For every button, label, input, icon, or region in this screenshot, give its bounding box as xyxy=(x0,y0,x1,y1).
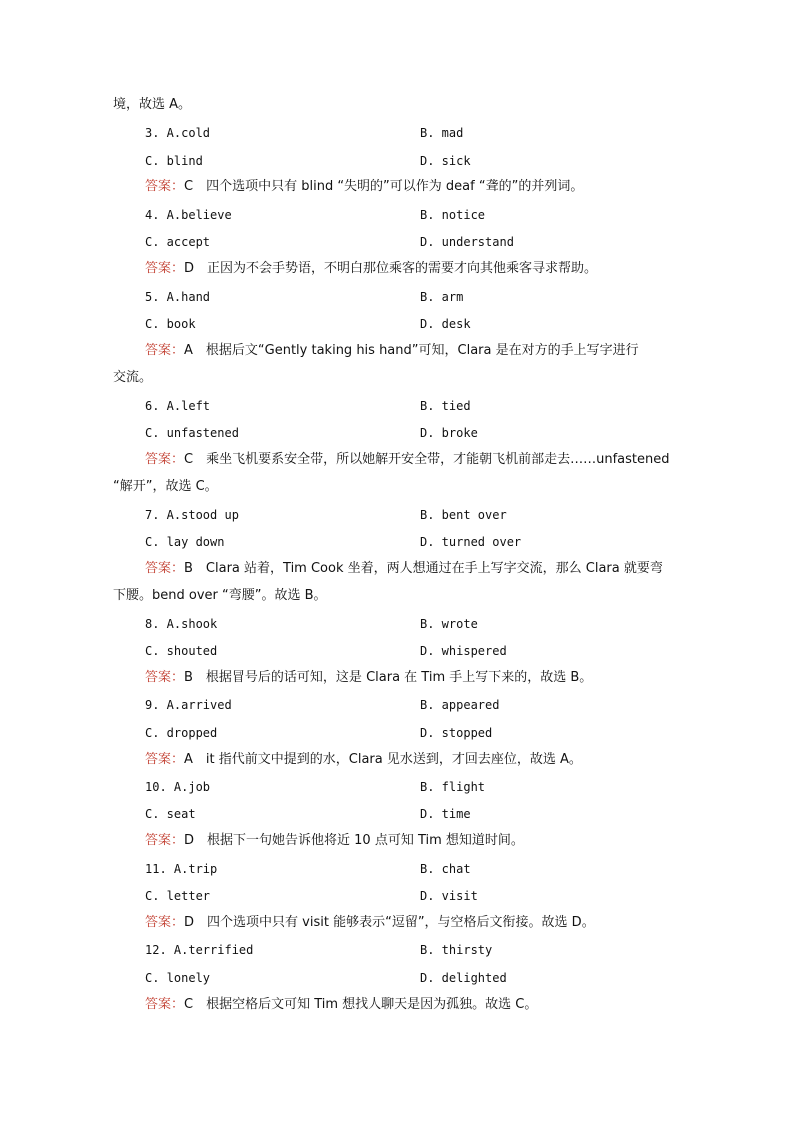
option-b: B. bent over xyxy=(420,508,507,522)
option-a: 4. A.believe xyxy=(145,208,232,222)
option-c: C. lonely xyxy=(145,971,211,985)
answer-text: C 乘坐飞机要系安全带，所以她解开安全带，才能朝飞机前部走去……unfastened xyxy=(184,452,670,467)
option-d: D. broke xyxy=(420,426,478,440)
answer-text: B 根据冒号后的话可知，这是 Clara 在 Tim 手上写下来的，故选 B。 xyxy=(184,670,593,685)
answer-line xyxy=(145,914,595,932)
option-a: 5. A.hand xyxy=(145,290,211,304)
answer-continuation: “解开”，故选 C。 xyxy=(113,479,218,494)
answer-label: 答案： xyxy=(145,452,185,467)
answer-label: 答案： xyxy=(145,997,185,1012)
option-c: C. shouted xyxy=(145,644,218,658)
option-d: D. stopped xyxy=(420,726,493,740)
answer-line xyxy=(145,996,537,1014)
option-d: D. whispered xyxy=(420,644,507,658)
answer-line xyxy=(145,669,592,687)
option-c: C. book xyxy=(145,317,196,331)
option-a: 12. A.terrified xyxy=(145,943,254,957)
answer-text: A it 指代前文中提到的水，Clara 见水送到，才回去座位，故选 A。 xyxy=(184,752,582,767)
option-c: C. accept xyxy=(145,235,211,249)
option-b: B. flight xyxy=(420,780,486,794)
option-b: B. thirsty xyxy=(420,943,493,957)
option-a: 6. A.left xyxy=(145,399,211,413)
option-b: B. arm xyxy=(420,290,464,304)
option-d: D. time xyxy=(420,807,471,821)
answer-line xyxy=(145,178,583,196)
answer-line xyxy=(145,751,582,769)
answer-label: 答案： xyxy=(145,343,185,358)
option-c: C. seat xyxy=(145,807,196,821)
answer-text: D 根据下一句她告诉他将近 10 点可知 Tim 想知道时间。 xyxy=(184,833,524,848)
option-c: C. lay down xyxy=(145,535,225,549)
answer-continuation: 下腰。bend over “弯腰”。故选 B。 xyxy=(113,588,327,603)
option-c: C. blind xyxy=(145,154,203,168)
answer-text: B Clara 站着，Tim Cook 坐着，两人想通过在手上写字交流，那么 Clara 就要弯 xyxy=(184,561,663,576)
option-b: B. chat xyxy=(420,862,471,876)
option-a: 10. A.job xyxy=(145,780,211,794)
answer-text: A 根据后文“Gently taking his hand”可知，Clara 是在对方的手上写字进行 xyxy=(184,343,639,358)
option-a: 7. A.stood up xyxy=(145,508,239,522)
answer-label: 答案： xyxy=(145,752,185,767)
answer-text: C 根据空格后文可知 Tim 想找人聊天是因为孤独。故选 C。 xyxy=(184,997,538,1012)
answer-label: 答案： xyxy=(145,670,185,685)
option-d: D. delighted xyxy=(420,971,507,985)
option-b: B. tied xyxy=(420,399,471,413)
answer-label: 答案： xyxy=(145,915,185,930)
option-d: D. sick xyxy=(420,154,471,168)
option-d: D. turned over xyxy=(420,535,522,549)
answer-line xyxy=(145,260,597,278)
option-b: B. mad xyxy=(420,126,464,140)
answer-line xyxy=(145,560,663,578)
answer-continuation: 交流。 xyxy=(113,370,153,385)
answer-label: 答案： xyxy=(145,833,185,848)
answer-line xyxy=(145,451,669,469)
answer-label: 答案： xyxy=(145,179,185,194)
answer-line xyxy=(145,832,524,850)
answer-line xyxy=(145,342,639,360)
option-b: B. appeared xyxy=(420,698,500,712)
option-c: C. dropped xyxy=(145,726,218,740)
option-a: 3. A.cold xyxy=(145,126,211,140)
intro-line: 境，故选 A。 xyxy=(113,97,192,112)
option-c: C. unfastened xyxy=(145,426,239,440)
option-a: 8. A.shook xyxy=(145,617,218,631)
answer-text: D 正因为不会手势语，不明白那位乘客的需要才向其他乘客寻求帮助。 xyxy=(184,261,598,276)
answer-text: D 四个选项中只有 visit 能够表示“逗留”，与空格后文衔接。故选 D。 xyxy=(184,915,595,930)
answer-label: 答案： xyxy=(145,261,185,276)
option-d: D. visit xyxy=(420,889,478,903)
option-b: B. wrote xyxy=(420,617,478,631)
option-c: C. letter xyxy=(145,889,211,903)
answer-text: C 四个选项中只有 blind “失明的”可以作为 deaf “聋的”的并列词。 xyxy=(184,179,584,194)
option-b: B. notice xyxy=(420,208,486,222)
option-a: 11. A.trip xyxy=(145,862,218,876)
answer-label: 答案： xyxy=(145,561,185,576)
option-a: 9. A.arrived xyxy=(145,698,232,712)
option-d: D. understand xyxy=(420,235,514,249)
option-d: D. desk xyxy=(420,317,471,331)
